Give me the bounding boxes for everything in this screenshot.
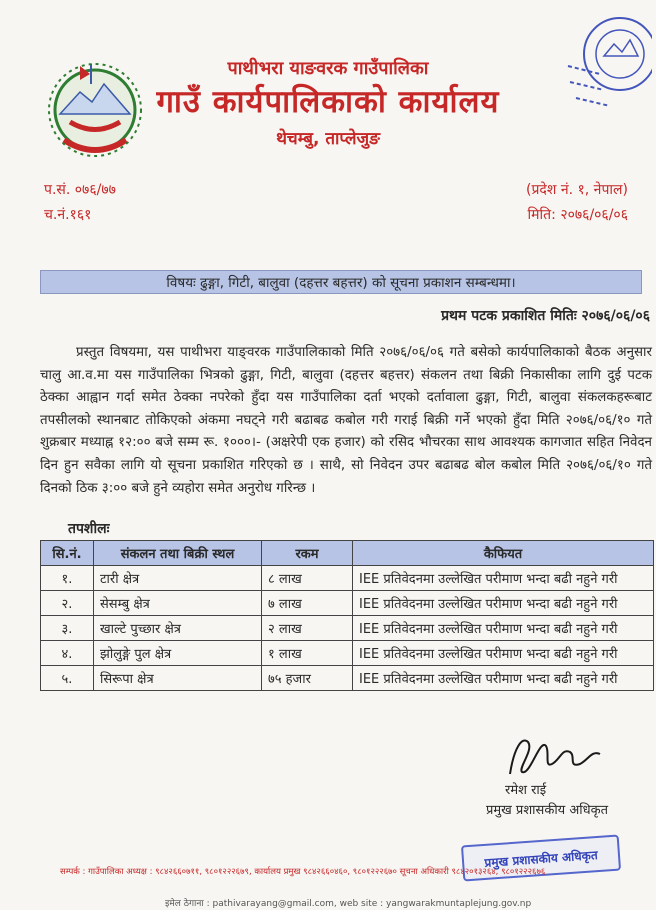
cell-amount: ८ लाख	[262, 566, 353, 591]
table-row	[41, 666, 654, 691]
table-row	[41, 566, 654, 591]
signature-icon	[500, 728, 610, 784]
notice-body: प्रस्तुत विषयमा, यस पाथीभरा याङ्वरक गाउँपालिकाको मिति २०७६/०६/०६ गते बसेको कार्यपालिकाको बैठक अनुसार चालु आ.व.मा यस गाउँपालिका भित्रको ढुङ्गा, गिटी, बालुवा (दहत्तर बहत्तर) संकलन तथा बिक्री निकासीका लागि दुई पटक ठेक्का आह्वान गर्दा समेत ठेक्का नपरेको हुँदा यस गाउँपालिका दर्ता भएको दर्तावाला ढुङ्गा, गिटी, बालुवा संकलकहरूबाट तपसीलको स्थानबाट तोकिएको अंकमा नघट्ने गरी बढाबढ कबोल गरी गराई बिक्री गर्ने भएको हुँदा मिति २०७६/०६/१० गते शुक्रबार मध्याह्न १२:०० बजे सम्म रू. १०००।- (अक्षरेपी एक हजार) को रसिद भौचरका साथ आवश्यक कागजात सहित निवेदन दिन हुन सवैका लागि यो सूचना प्रकाशित गरिएको छ । साथै, सो निवेदन उपर बढाबढ बोल कबोल मिति २०७६/०६/१० गते दिनको ठिक ३:०० बजे हुने व्यहोरा समेत अनुरोध गरिन्छ ।	[40, 345, 652, 496]
header-amount: रकम	[262, 541, 353, 566]
dispatch-number: च.नं.१६१	[44, 207, 92, 223]
signatory-title: प्रमुख प्रशासकीय अधिकृत	[486, 803, 609, 818]
footer-contacts: सम्पर्क : गाउँपालिका अध्यक्ष : ९८४२६६०७११, ९८०१२२२६७९, कार्यालय प्रमुख ९८४२६६०४६०, ९८०१२२२६७० सूचना अधिकारी ९८४२०१३२६४, ९८०१२२२६७६	[60, 867, 546, 877]
letter-ref-number: प.सं. ०७६/७७	[44, 182, 116, 198]
cell-amount: २ लाख	[262, 616, 353, 641]
municipality-name: पाथीभरा याङवरक गाउँपालिका	[227, 58, 429, 79]
cell-remarks: IEE प्रतिवेदनमा उल्लेखित परीमाण भन्दा बढी नहुने गरी	[353, 566, 654, 591]
cell-remarks: IEE प्रतिवेदनमा उल्लेखित परीमाण भन्दा बढी नहुने गरी	[353, 591, 654, 616]
table-header-row	[41, 541, 654, 566]
cell-sn: ३.	[41, 616, 94, 641]
header-remarks: कैफियत	[353, 541, 654, 566]
cell-remarks: IEE प्रतिवेदनमा उल्लेखित परीमाण भन्दा बढी नहुने गरी	[353, 641, 654, 666]
official-stamp: प्रमुख प्रशासकीय अधिकृत	[461, 835, 621, 882]
cell-sn: ५.	[41, 666, 94, 691]
details-table	[40, 540, 654, 691]
cell-sn: २.	[41, 591, 94, 616]
details-heading: तपशीलः	[68, 521, 110, 537]
cell-location: सिरूपा क्षेत्र	[94, 666, 262, 691]
table-row	[41, 591, 654, 616]
subject-line: विषयः ढुङ्गा, गिटी, बालुवा (दहत्तर बहत्तर) को सूचना प्रकाशन सम्बन्धमा।	[40, 270, 642, 294]
cell-location: झोलुङ्गे पुल क्षेत्र	[94, 641, 262, 666]
table-row	[41, 641, 654, 666]
cell-sn: ४.	[41, 641, 94, 666]
published-date: प्रथम पटक प्रकाशित मितिः २०७६/०६/०६	[441, 308, 650, 324]
cell-location: खाल्टे पुच्छार क्षेत्र	[94, 616, 262, 641]
footer-email-link[interactable]: pathivarayang@gmail.com, web site : yangwarakmuntaplejung.gov.np	[212, 899, 532, 909]
cell-sn: १.	[41, 566, 94, 591]
letter-date: मिति: २०७६/०६/०६	[527, 207, 628, 223]
header-location: संकलन तथा बिक्री स्थल	[94, 541, 262, 566]
cell-amount: १ लाख	[262, 641, 353, 666]
cell-remarks: IEE प्रतिवेदनमा उल्लेखित परीमाण भन्दा बढी नहुने गरी	[353, 616, 654, 641]
cell-amount: ७ लाख	[262, 591, 353, 616]
table-row	[41, 616, 654, 641]
cell-location: सेसम्बु क्षेत्र	[94, 591, 262, 616]
footer-email-label: इमेल ठेगाना :	[165, 899, 210, 909]
footer-email-line	[165, 896, 531, 909]
office-address: थेचम्बु, ताप्लेजुङ	[276, 129, 380, 149]
header-sn: सि.नं.	[41, 541, 94, 566]
office-name: गाउँ कार्यपालिकाको कार्यालय	[156, 84, 500, 120]
signatory-name: रमेश राई	[505, 783, 547, 798]
province-label: (प्रदेश नं. १, नेपाल)	[526, 182, 628, 198]
cell-amount: ७५ हजार	[262, 666, 353, 691]
cell-location: टारी क्षेत्र	[94, 566, 262, 591]
cell-remarks: IEE प्रतिवेदनमा उल्लेखित परीमाण भन्दा बढी नहुने गरी	[353, 666, 654, 691]
